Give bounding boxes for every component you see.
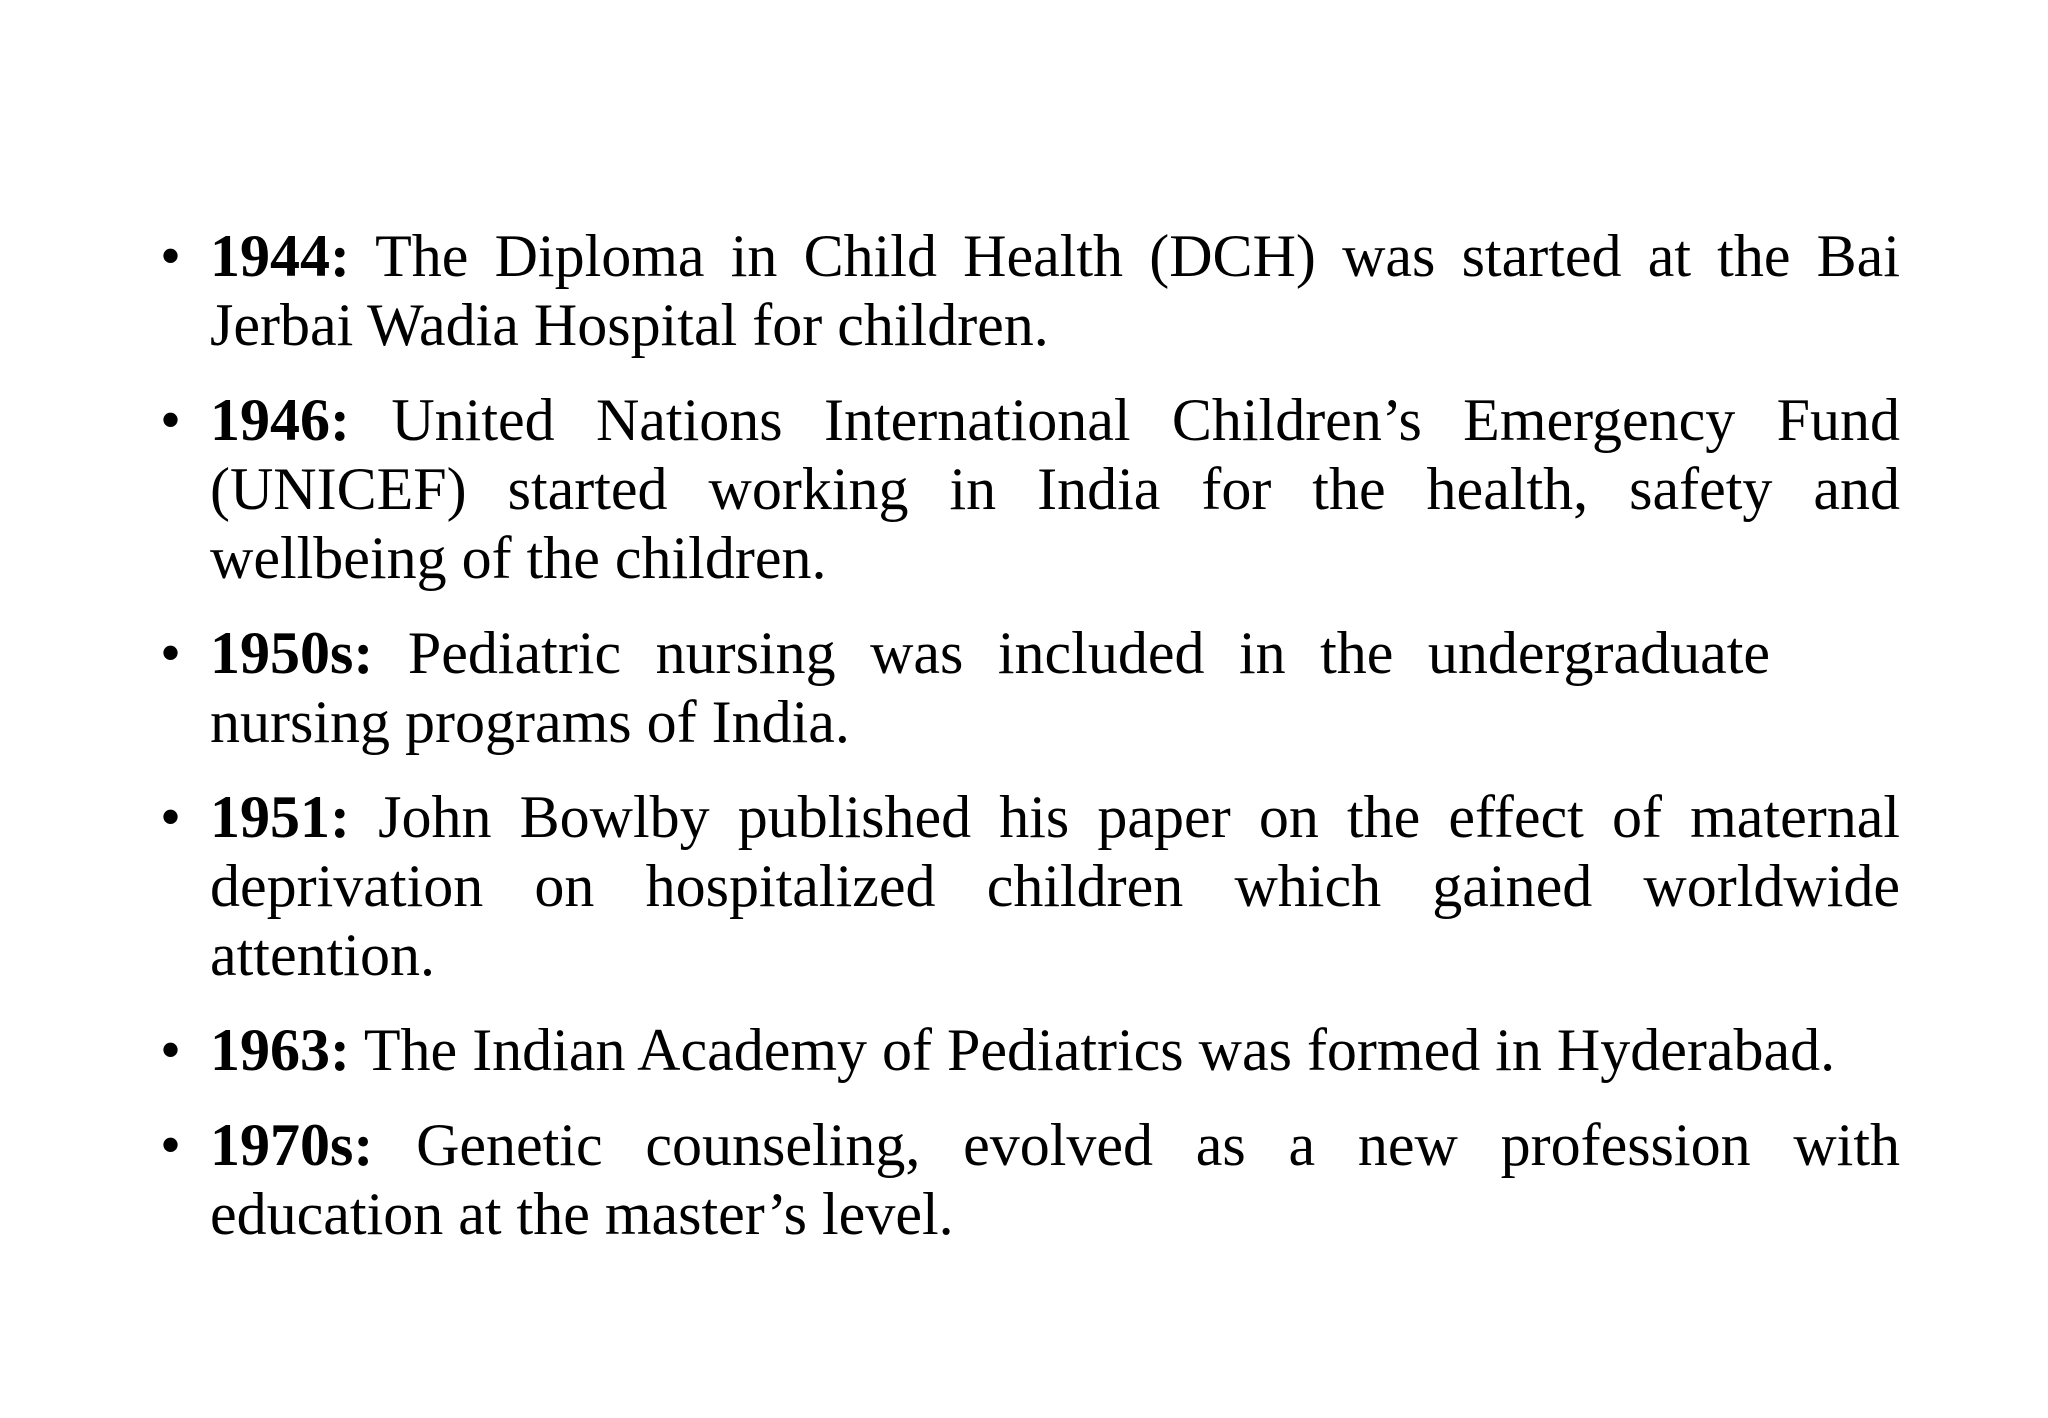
list-item-1946 xyxy=(160,386,1900,593)
year-label: 1944: xyxy=(210,223,350,289)
year-label: 1951: xyxy=(210,784,350,850)
item-text-wrapper xyxy=(210,1016,1900,1085)
item-description: The Indian Academy of Pediatrics was formed in Hyderabad. xyxy=(363,1017,1836,1083)
year-label: 1950s: xyxy=(210,620,374,686)
item-description: The Diploma in Child Health (DCH) was started at the Bai Jerbai Wadia Hospital for children. xyxy=(210,223,1900,358)
year-label: 1963: xyxy=(210,1017,350,1083)
bullet-icon: • xyxy=(160,223,182,289)
bullet-icon: • xyxy=(160,784,182,850)
timeline-bullet-list xyxy=(160,222,1900,1275)
bullet-icon: • xyxy=(160,1112,182,1178)
item-text-wrapper xyxy=(210,783,1900,990)
item-text-wrapper xyxy=(210,386,1900,593)
list-item-1950s xyxy=(160,619,1900,757)
item-description: United Nations International Children’s Emergency Fund (UNICEF) started working in India for the health, safety and wellbeing of the children. xyxy=(210,387,1900,591)
list-item-1970s xyxy=(160,1111,1900,1249)
year-label: 1970s: xyxy=(210,1112,374,1178)
bullet-icon: • xyxy=(160,620,182,686)
bullet-icon: • xyxy=(160,1017,182,1083)
item-description: Pediatric nursing was included in the undergraduate nursing programs of India. xyxy=(210,620,1770,755)
year-label: 1946: xyxy=(210,387,350,453)
list-item-1944 xyxy=(160,222,1900,360)
list-item-1951 xyxy=(160,783,1900,990)
item-text-wrapper xyxy=(210,222,1900,360)
item-description: Genetic counseling, evolved as a new profession with education at the master’s level. xyxy=(210,1112,1900,1247)
bullet-icon: • xyxy=(160,387,182,453)
item-text-wrapper xyxy=(210,1111,1900,1249)
item-text-wrapper xyxy=(210,619,1770,757)
item-description: John Bowlby published his paper on the effect of maternal deprivation on hospitalized children which gained worldwide attention. xyxy=(210,784,1901,988)
list-item-1963 xyxy=(160,1016,1900,1085)
